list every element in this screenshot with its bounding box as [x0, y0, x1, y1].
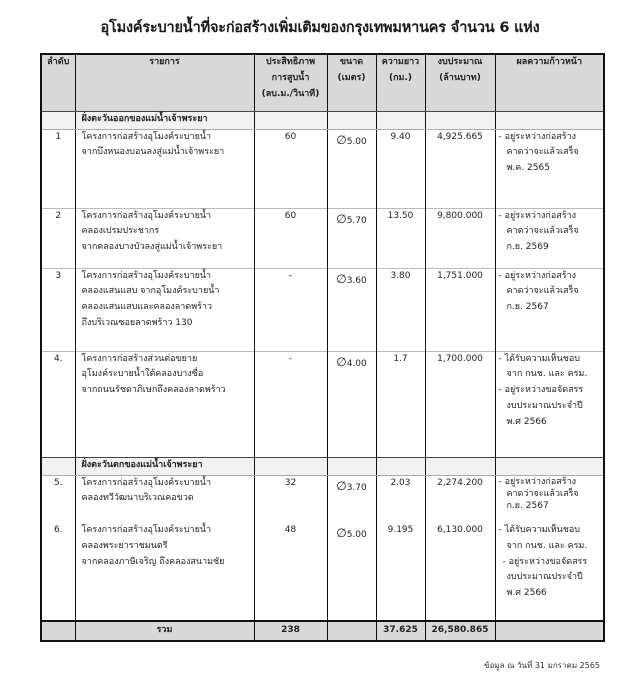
header-length	[376, 54, 425, 111]
total-capacity: 238	[254, 621, 327, 641]
row-length: 2.03	[376, 475, 425, 523]
row-length: 3.80	[376, 268, 425, 351]
header-budget-line: (ล้านบาท)	[439, 72, 481, 83]
row-budget: 1,700.000	[425, 351, 495, 457]
header-capacity-line: การสูบน้ำ	[271, 72, 310, 83]
table-row	[41, 351, 604, 457]
diameter-icon: ∅	[336, 526, 347, 540]
row-size	[327, 129, 376, 208]
progress-line: คาดว่าจะแล้วเสร็จ	[506, 286, 579, 297]
row-item	[75, 351, 254, 457]
row-budget: 6,130.000	[425, 523, 495, 621]
row-item	[75, 129, 254, 208]
header-capacity-line: ประสิทธิภาพ	[265, 57, 316, 67]
tunnel-table	[40, 53, 605, 642]
progress-line: คาดว่าจะแล้วเสร็จ	[506, 226, 579, 237]
diameter-icon: ∅	[336, 211, 347, 226]
table-row	[41, 475, 604, 523]
header-size	[327, 54, 376, 111]
row-capacity: 60	[254, 208, 327, 268]
row-capacity: 60	[254, 129, 327, 208]
header-capacity-line: (ลบ.ม./วินาที)	[261, 88, 320, 99]
row-budget: 9,800.000	[425, 208, 495, 268]
diameter-icon: ∅	[336, 354, 347, 369]
progress-line: พ.ศ 2566	[506, 588, 547, 598]
header-progress: ผลความก้าวหน้า	[495, 54, 604, 111]
progress-line: - อยู่ระหว่างขอจัดสรร	[498, 385, 584, 395]
row-item	[75, 523, 254, 621]
row-size	[327, 475, 376, 523]
row-item	[75, 268, 254, 351]
header-length-line: ความยาว	[381, 57, 420, 67]
table-row	[41, 208, 604, 268]
row-capacity: 32	[254, 475, 327, 523]
item-line: จากบึงหนองบอนลงสู่แม่น้ำเจ้าพระยา	[81, 147, 225, 158]
progress-line: - อยู่ระหว่างขอจัดสรร	[502, 556, 588, 567]
total-label: รวม	[75, 621, 254, 641]
row-progress	[495, 268, 604, 351]
progress-line: ก.ย. 2567	[506, 302, 549, 312]
item-line: โครงการก่อสร้างอุโมงค์ระบายน้ำ	[81, 477, 212, 488]
row-capacity: 48	[254, 523, 327, 621]
size-value: 4.00	[346, 358, 367, 369]
size-value: 3.60	[346, 275, 367, 286]
item-line: โครงการก่อสร้างส่วนต่อขยาย	[81, 353, 198, 364]
progress-line: - อยู่ระหว่างก่อสร้าง	[498, 270, 577, 281]
item-line: โครงการก่อสร้างอุโมงค์ระบายน้ำ	[81, 210, 212, 221]
total-budget: 26,580.865	[425, 621, 495, 641]
progress-line: - อยู่ระหว่างก่อสร้าง	[498, 131, 577, 142]
section-row-west	[41, 457, 604, 475]
progress-line: จาก กนช. และ ครม.	[506, 540, 588, 551]
item-line: จากคลองภาษีเจริญ ถึงคลองสนามชัย	[81, 556, 225, 567]
table-row	[41, 129, 604, 208]
progress-line: - ได้รับความเห็นชอบ	[498, 353, 580, 364]
row-size	[327, 523, 376, 621]
item-line: โครงการก่อสร้างอุโมงค์ระบายน้ำ	[81, 525, 212, 535]
size-value: 5.00	[346, 530, 367, 540]
row-budget: 2,274.200	[425, 475, 495, 523]
section-row-east	[41, 111, 604, 129]
row-length: 1.7	[376, 351, 425, 457]
row-item	[75, 475, 254, 523]
row-no: 5.	[41, 475, 75, 523]
size-value: 5.00	[346, 136, 367, 147]
row-item	[75, 208, 254, 268]
row-size	[327, 268, 376, 351]
row-capacity: -	[254, 268, 327, 351]
section-label: ฝั่งตะวันตกของแม่น้ำเจ้าพระยา	[75, 457, 254, 475]
progress-line: ก.ย. 2569	[506, 242, 549, 252]
size-value: 3.70	[346, 482, 367, 493]
header-row	[41, 54, 604, 111]
row-size	[327, 208, 376, 268]
total-length: 37.625	[376, 621, 425, 641]
item-line: คลองทวีวัฒนาบริเวณคอขวด	[81, 493, 194, 504]
row-progress	[495, 475, 604, 523]
item-line: อุโมงค์ระบายน้ำใต้คลองบางซื่อ	[81, 369, 204, 380]
size-value: 5.70	[346, 215, 367, 226]
header-length-line: (กม.)	[388, 72, 413, 83]
header-size-line: ขนาด	[339, 57, 364, 67]
progress-line: - ได้รับความเห็นชอบ	[498, 525, 580, 535]
item-line: คลองพระยาราชมนตรี	[81, 540, 168, 551]
progress-line: คาดว่าจะแล้วเสร็จ	[506, 488, 579, 499]
progress-line: พ.ค. 2565	[506, 163, 550, 173]
row-no: 1	[41, 129, 75, 208]
row-progress	[495, 523, 604, 621]
item-line: โครงการก่อสร้างอุโมงค์ระบายน้ำ	[81, 131, 212, 142]
row-progress	[495, 129, 604, 208]
footnote: ข้อมูล ณ วันที่ 31 มกราคม 2565	[484, 661, 600, 670]
progress-line: งบประมาณประจำปี	[506, 572, 583, 583]
item-line: จากถนนรัชดาภิเษกถึงคลองลาดพร้าว	[81, 385, 226, 395]
header-no: ลำดับ	[41, 54, 75, 111]
item-line: ถึงบริเวณซอยลาดพร้าว 130	[81, 317, 193, 328]
progress-line: พ.ศ 2566	[506, 416, 547, 427]
table-row	[41, 268, 604, 351]
progress-line: ก.ย. 2567	[506, 500, 549, 511]
diameter-icon: ∅	[336, 132, 347, 147]
header-size-line: (เมตร)	[337, 72, 366, 83]
row-no: 4.	[41, 351, 75, 457]
row-budget: 4,925.665	[425, 129, 495, 208]
row-no: 3	[41, 268, 75, 351]
item-line: จากคลองบางบัวลงสู่แม่น้ำเจ้าพระยา	[81, 242, 223, 252]
diameter-icon: ∅	[336, 271, 347, 286]
progress-line: งบประมาณประจำปี	[506, 400, 583, 411]
row-budget: 1,751.000	[425, 268, 495, 351]
item-line: โครงการก่อสร้างอุโมงค์ระบายน้ำ	[81, 270, 212, 281]
header-capacity	[254, 54, 327, 111]
progress-line: คาดว่าจะแล้วเสร็จ	[506, 147, 579, 158]
section-label: ฝั่งตะวันออกของแม่น้ำเจ้าพระยา	[75, 111, 254, 129]
row-no: 2	[41, 208, 75, 268]
table-row	[41, 523, 604, 621]
row-progress	[495, 208, 604, 268]
header-budget-line: งบประมาณ	[437, 57, 483, 67]
diameter-icon: ∅	[336, 478, 347, 493]
total-row	[41, 621, 604, 641]
row-capacity: -	[254, 351, 327, 457]
row-length: 13.50	[376, 208, 425, 268]
row-progress	[495, 351, 604, 457]
row-size	[327, 351, 376, 457]
page-title: อุโมงค์ระบายน้ำที่จะก่อสร้างเพิ่มเติมของกรุงเทพมหานคร จำนวน 6 แห่ง	[100, 20, 540, 36]
row-no: 6.	[41, 523, 75, 621]
header-item: รายการ	[75, 54, 254, 111]
item-line: คลองแสนแสบ จากอุโมงค์ระบายน้ำ	[81, 286, 220, 297]
progress-line: จาก กนช. และ ครม.	[506, 369, 588, 380]
progress-line: - อยู่ระหว่างก่อสร้าง	[498, 210, 577, 221]
header-budget	[425, 54, 495, 111]
item-line: คลองเปรมประชากร	[81, 226, 160, 237]
row-length: 9.40	[376, 129, 425, 208]
progress-line: - อยู่ระหว่างก่อสร้าง	[498, 476, 577, 487]
row-length: 9.195	[376, 523, 425, 621]
item-line: คลองแสนแสบและคลองลาดพร้าว	[81, 302, 213, 312]
